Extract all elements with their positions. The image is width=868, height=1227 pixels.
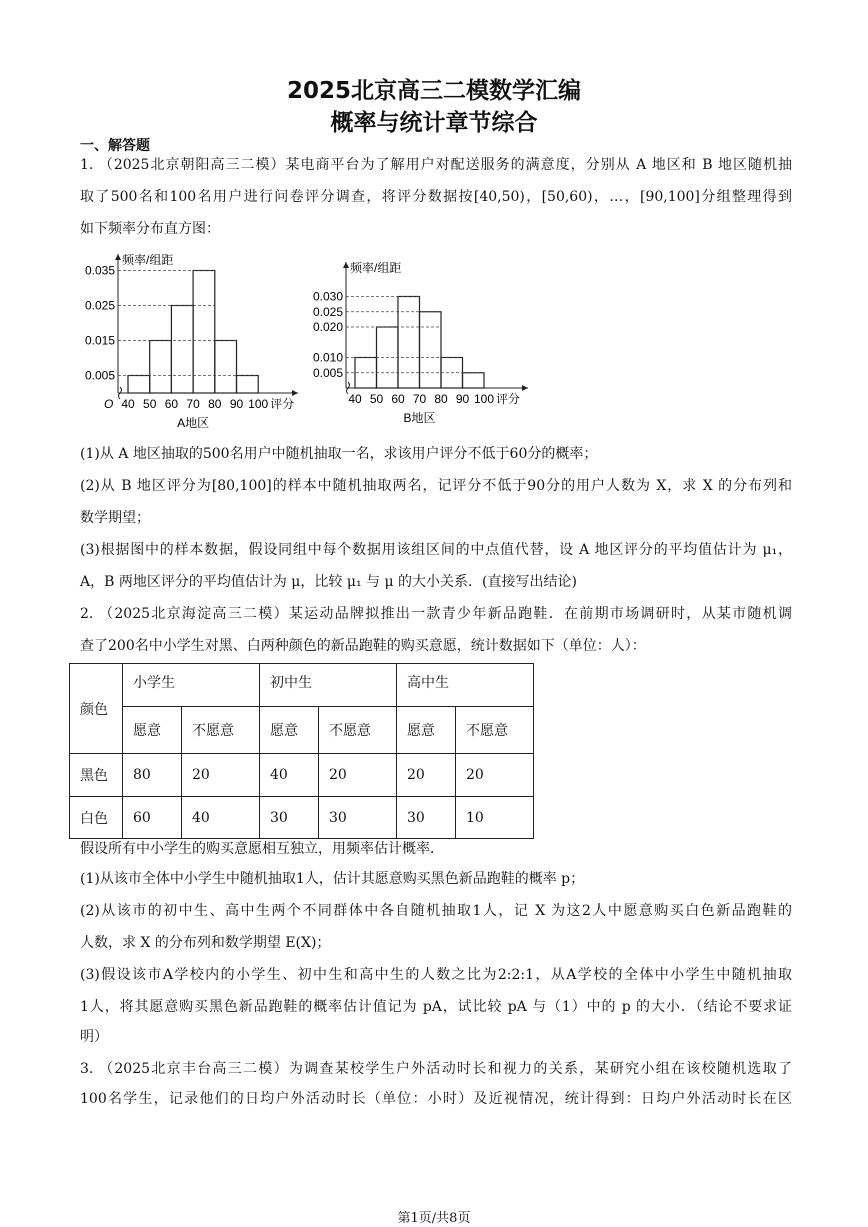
x-tick-label: 70: [412, 392, 427, 406]
histogram-bar: [150, 341, 172, 394]
q2-part2b: 人数，求 X 的分布列和数学期望 E(X)；: [80, 935, 331, 951]
q1-line3: 如下频率分布直方图：: [80, 221, 220, 237]
q1-part3b: A，B 两地区评分的平均值估计为 μ，比较 μ₁ 与 μ 的大小关系．(直接写出结论): [80, 574, 577, 590]
q1-part2a: (2)从 B 地区评分为[80,100]的样本中随机抽取两名，记评分不低于90分的用户人数为 X，求 X 的分布列和: [80, 478, 792, 494]
table-cell: 30: [319, 797, 397, 839]
page-title: 2025北京高三二模数学汇编: [286, 78, 581, 104]
y-tick-label: 0.025: [84, 298, 115, 313]
q2-line2: 查了200名中小学生对黑、白两种颜色的新品跑鞋的购买意愿，统计数据如下（单位：人）：: [80, 638, 646, 654]
x-axis-label: 评分: [270, 397, 295, 411]
q3-line2: 100名学生，记录他们的日均户外活动时长（单位：小时）及近视情况，统计得到：日均户外活动时长在区: [80, 1091, 792, 1107]
table-cell: 40: [260, 754, 319, 797]
y-tick-label: 0.035: [84, 263, 115, 278]
y-tick-label: 0.010: [312, 350, 343, 365]
y-axis-arrow: [343, 262, 349, 268]
q3-line1: 3. （2025北京丰台高三二模）为调查某校学生户外活动时长和视力的关系，某研究小组在该校随机选取了: [80, 1061, 792, 1077]
histogram-a: [70, 248, 310, 433]
table-cell: 60: [123, 797, 182, 839]
histogram-bar: [420, 312, 442, 388]
histogram-bar: [215, 341, 237, 394]
y-tick-label: 0.025: [312, 304, 343, 319]
table-cell: 20: [182, 754, 260, 797]
x-axis-label: 评分: [496, 392, 521, 406]
x-tick-label: 70: [186, 397, 200, 411]
q2-part3c: 明）: [80, 1029, 108, 1045]
table-subheader-row: [70, 707, 534, 754]
q1-part3a: (3)根据图中的样本数据，假设同组中每个数据用该组区间的中点值代替，设 A 地区评分的平均值估计为 μ₁，: [80, 542, 792, 558]
y-axis-arrow: [115, 254, 121, 260]
table-cell: 80: [123, 754, 182, 797]
y-tick-label: 0.015: [84, 333, 115, 348]
x-tick-label: 80: [434, 392, 448, 406]
x-tick-label: 50: [143, 397, 157, 411]
x-tick-label: 60: [391, 392, 405, 406]
table-subheader: 不愿意: [456, 707, 534, 754]
table-subheader: 愿意: [123, 707, 182, 754]
table-header-row: [70, 664, 534, 707]
table-cell: 10: [456, 797, 534, 839]
table-cell: 20: [456, 754, 534, 797]
x-tick-label: 100: [248, 397, 269, 411]
table-group: 初中生: [260, 664, 397, 707]
y-axis-label: 频率/组距: [350, 261, 402, 275]
x-tick-label: 90: [229, 397, 244, 411]
chart-title: A地区: [177, 416, 210, 430]
q2-part3a: (3)假设该市A学校内的小学生、初中生和高中生的人数之比为2:2:1，从A学校的全体中小学生中随机抽取: [80, 967, 792, 983]
survey-table: [69, 663, 534, 839]
origin-label: O: [104, 397, 114, 411]
table-cell: 20: [319, 754, 397, 797]
table-subheader: 不愿意: [319, 707, 397, 754]
table-group: 小学生: [123, 664, 260, 707]
q2-part1: (1)从该市全体中小学生中随机抽取1人，估计其愿意购买黑色新品跑鞋的概率 p；: [80, 871, 585, 887]
x-tick-label: 100: [473, 392, 495, 406]
table-subheader: 愿意: [397, 707, 456, 754]
x-tick-label: 60: [164, 397, 179, 411]
y-tick-label: 0.005: [84, 368, 115, 383]
y-tick-label: 0.030: [312, 289, 343, 304]
y-tick-label: 0.020: [312, 320, 343, 334]
histogram-bar: [171, 306, 193, 394]
table-corner: 颜色: [70, 664, 123, 754]
table-cell: 20: [397, 754, 456, 797]
section-heading: 一、解答题: [80, 138, 150, 154]
histogram-bar: [398, 297, 420, 389]
table-row-label: 黑色: [70, 754, 123, 797]
q2-part2a: (2)从该市的初中生、高中生两个不同群体中各自随机抽取1人，记 X 为这2人中愿意购买白色新品跑鞋的: [80, 903, 792, 919]
page-subtitle: 概率与统计章节综合: [330, 110, 538, 136]
histogram-b: [300, 258, 535, 433]
x-axis-arrow: [522, 385, 528, 391]
histogram-bar: [193, 271, 215, 394]
table-subheader: 愿意: [260, 707, 319, 754]
x-tick-label: 50: [369, 392, 384, 406]
q2-line1: 2. （2025北京海淀高三二模）某运动品牌拟推出一款青少年新品跑鞋．在前期市场调研时，从某市随机调: [80, 606, 792, 622]
q1-line1: 1. （2025北京朝阳高三二模）某电商平台为了解用户对配送服务的满意度，分别从 A 地区和 B 地区随机抽: [80, 157, 792, 173]
q1-part2b: 数学期望；: [80, 510, 150, 526]
q1-line2: 取了500名和100名用户进行问卷评分调查，将评分数据按[40,50)，[50,60)，…，[90,100]分组整理得到: [80, 189, 792, 205]
table-cell: 30: [260, 797, 319, 839]
table-subheader: 不愿意: [182, 707, 260, 754]
histogram-bar: [128, 376, 150, 394]
x-tick-label: 40: [348, 392, 362, 406]
page-footer: 第1页/共8页: [397, 1211, 471, 1226]
x-tick-label: 40: [121, 397, 135, 411]
table-cell: 30: [397, 797, 456, 839]
x-tick-label: 90: [455, 392, 470, 406]
table-cell: 40: [182, 797, 260, 839]
q2-part3b: 1人，将其愿意购买黑色新品跑鞋的概率估计值记为 pA，试比较 pA 与（1）中的 p 的大小．（结论不要求证: [80, 999, 792, 1015]
x-axis-arrow: [292, 390, 298, 396]
table-row: [70, 797, 534, 839]
table-row-label: 白色: [70, 797, 123, 839]
y-axis-label: 频率/组距: [122, 253, 174, 267]
table-group: 高中生: [397, 664, 534, 707]
table-row: [70, 754, 534, 797]
q1-part1: (1)从 A 地区抽取的500名用户中随机抽取一名，求该用户评分不低于60分的概率；: [80, 446, 598, 462]
histogram-bar: [463, 373, 485, 388]
q2-assumption: 假设所有中小学生的购买意愿相互独立，用频率估计概率．: [80, 841, 444, 857]
y-tick-label: 0.005: [312, 365, 343, 380]
histogram-bar: [237, 376, 259, 394]
x-tick-label: 80: [208, 397, 222, 411]
chart-title: B地区: [403, 411, 436, 425]
